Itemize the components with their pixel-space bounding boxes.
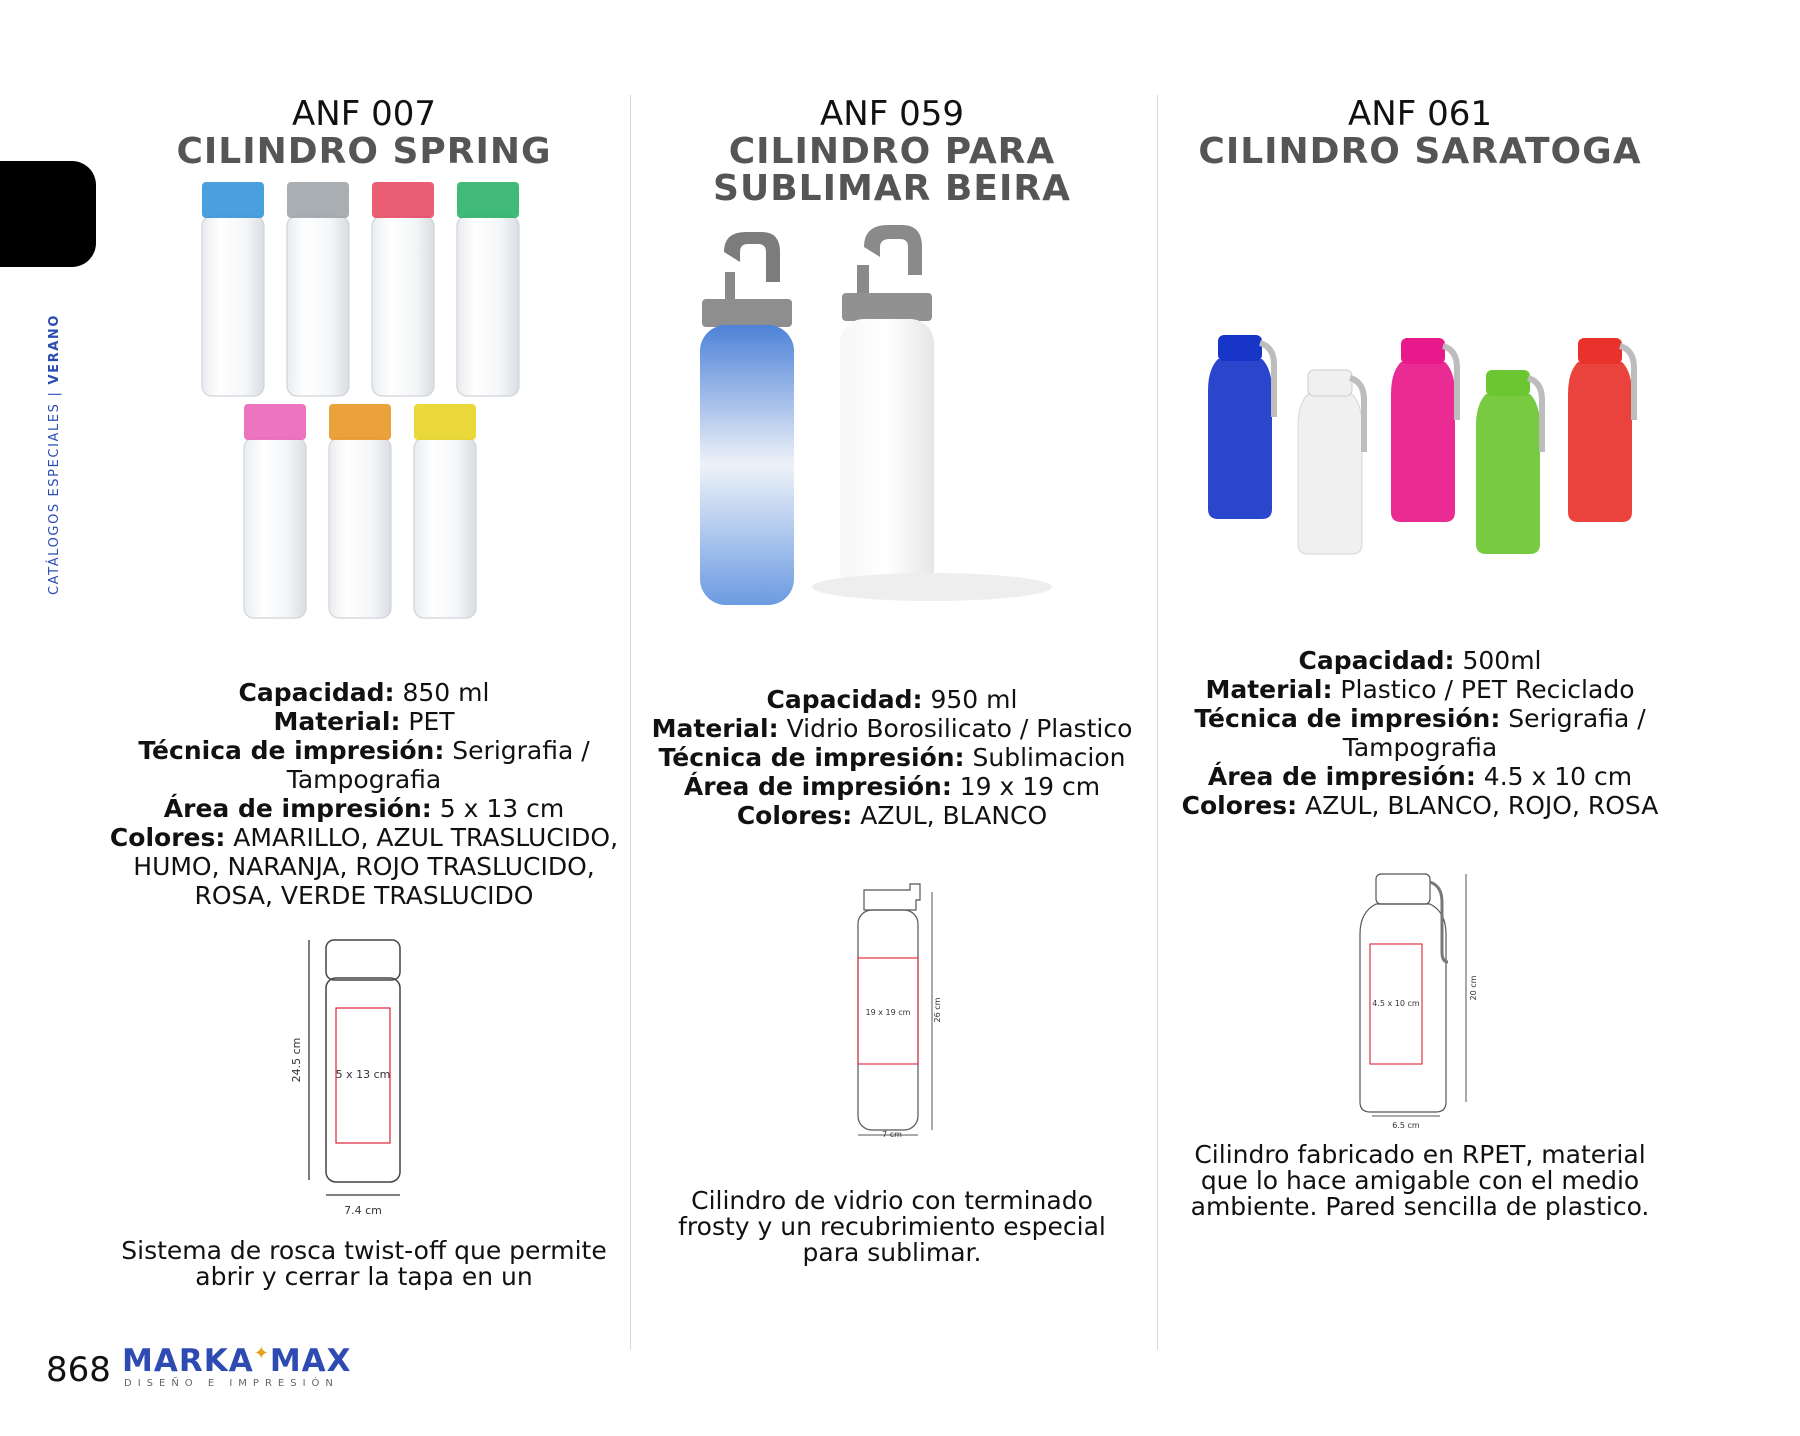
- spec-material: Material: Plastico / PET Reciclado: [1205, 675, 1635, 704]
- spec-area: Área de impresión: 19 x 19 cm: [683, 772, 1101, 801]
- product-image: [632, 207, 1152, 647]
- spec-material: Material: Vidrio Borosilicato / Plastico: [651, 714, 1133, 743]
- product-column: [632, 95, 1152, 1350]
- star-icon: ✦: [253, 1343, 270, 1364]
- dim-width: 6.5 cm: [1392, 1121, 1420, 1130]
- spec-capacity: Capacidad: 500ml: [1298, 646, 1542, 675]
- product-name: CILINDRO PARA SUBLIMAR BEIRA: [713, 131, 1071, 209]
- page-number: 868: [46, 1350, 111, 1390]
- bottle-item: [1391, 338, 1457, 522]
- spec-capacity: Capacidad: 850 ml: [238, 678, 490, 707]
- sidebar-label: [47, 314, 62, 595]
- dim-height: 24.5 cm: [290, 1037, 303, 1083]
- product-column: [104, 95, 624, 1350]
- dim-width: 7 cm: [882, 1130, 902, 1139]
- dimension-drawing: [1160, 868, 1680, 1138]
- bottle-item: [1476, 370, 1542, 554]
- spec-technique: Técnica de impresión: Sublimacion: [658, 743, 1126, 772]
- dim-area: 5 x 13 cm: [335, 1068, 391, 1081]
- section-tab: [0, 161, 96, 267]
- sidebar-separator: |: [47, 390, 62, 397]
- spec-technique: Técnica de impresión: Serigrafia / Tampografia: [138, 736, 590, 794]
- spec-technique: Técnica de impresión: Serigrafia / Tampografia: [1194, 704, 1646, 762]
- product-description: Sistema de rosca twist-off que permite abrir y cerrar la tapa en un: [121, 1236, 607, 1291]
- dim-height: 26 cm: [933, 997, 942, 1023]
- bottle-item: [457, 182, 519, 396]
- bottle-item: [329, 404, 391, 618]
- product-code: ANF 061: [1348, 95, 1492, 134]
- dim-area: 4.5 x 10 cm: [1372, 999, 1420, 1008]
- product-column: [1160, 95, 1680, 1350]
- product-name: CILINDRO SPRING: [176, 131, 552, 172]
- bottle-item: [244, 404, 306, 618]
- brand-logo: MARKA✦MAX: [122, 1343, 352, 1379]
- column-divider: [1157, 95, 1158, 1350]
- bottle-item: [414, 404, 476, 618]
- product-specs: [1160, 646, 1680, 820]
- spec-colors: Colores: AMARILLO, AZUL TRASLUCIDO, HUMO, NARANJA, ROJO TRASLUCIDO, ROSA, VERDE TRASLUCIDO: [109, 823, 619, 910]
- dim-width: 7.4 cm: [344, 1204, 382, 1217]
- bottle-row-image: [1160, 170, 1680, 646]
- product-description: Cilindro fabricado en RPET, material que lo hace amigable con el medio ambiente. Pared sencilla de plastico.: [1190, 1140, 1650, 1221]
- dimension-drawing: [632, 870, 1152, 1140]
- dim-height: 20 cm: [1469, 975, 1478, 1001]
- bottle-item: [287, 182, 349, 396]
- spec-colors: Colores: AZUL, BLANCO: [736, 801, 1048, 830]
- sidebar-category: VERANO: [47, 313, 62, 385]
- bottle-item: [372, 182, 434, 396]
- bottle-pair-image: [632, 207, 1152, 647]
- product-specs: [632, 685, 1152, 830]
- spec-area: Área de impresión: 5 x 13 cm: [163, 794, 565, 823]
- spec-colors: Colores: AZUL, BLANCO, ROJO, ROSA: [1181, 791, 1659, 820]
- bottle-item: [202, 182, 264, 396]
- dimension-drawing: [104, 930, 624, 1230]
- product-description: Cilindro de vidrio con terminado frosty y un recubrimiento especial para sublimar.: [678, 1186, 1106, 1267]
- product-image: [1160, 170, 1680, 646]
- bottle-item: [1298, 370, 1364, 554]
- bottle-item: [1568, 338, 1634, 522]
- bottle-group-image: [104, 178, 624, 638]
- sidebar-section: CATÁLOGOS ESPECIALES: [47, 402, 62, 595]
- product-image: [104, 178, 624, 638]
- bottle-item: [1208, 335, 1274, 519]
- column-divider: [630, 95, 631, 1350]
- spec-capacity: Capacidad: 950 ml: [766, 685, 1018, 714]
- spec-area: Área de impresión: 4.5 x 10 cm: [1207, 762, 1633, 791]
- product-code: ANF 059: [820, 95, 964, 134]
- spec-material: Material: PET: [273, 707, 455, 736]
- product-specs: [104, 678, 624, 910]
- product-code: ANF 007: [292, 95, 436, 134]
- brand-tagline: DISEÑO E IMPRESIÓN: [124, 1378, 339, 1389]
- product-name: CILINDRO SARATOGA: [1198, 131, 1642, 172]
- dim-area: 19 x 19 cm: [865, 1008, 911, 1017]
